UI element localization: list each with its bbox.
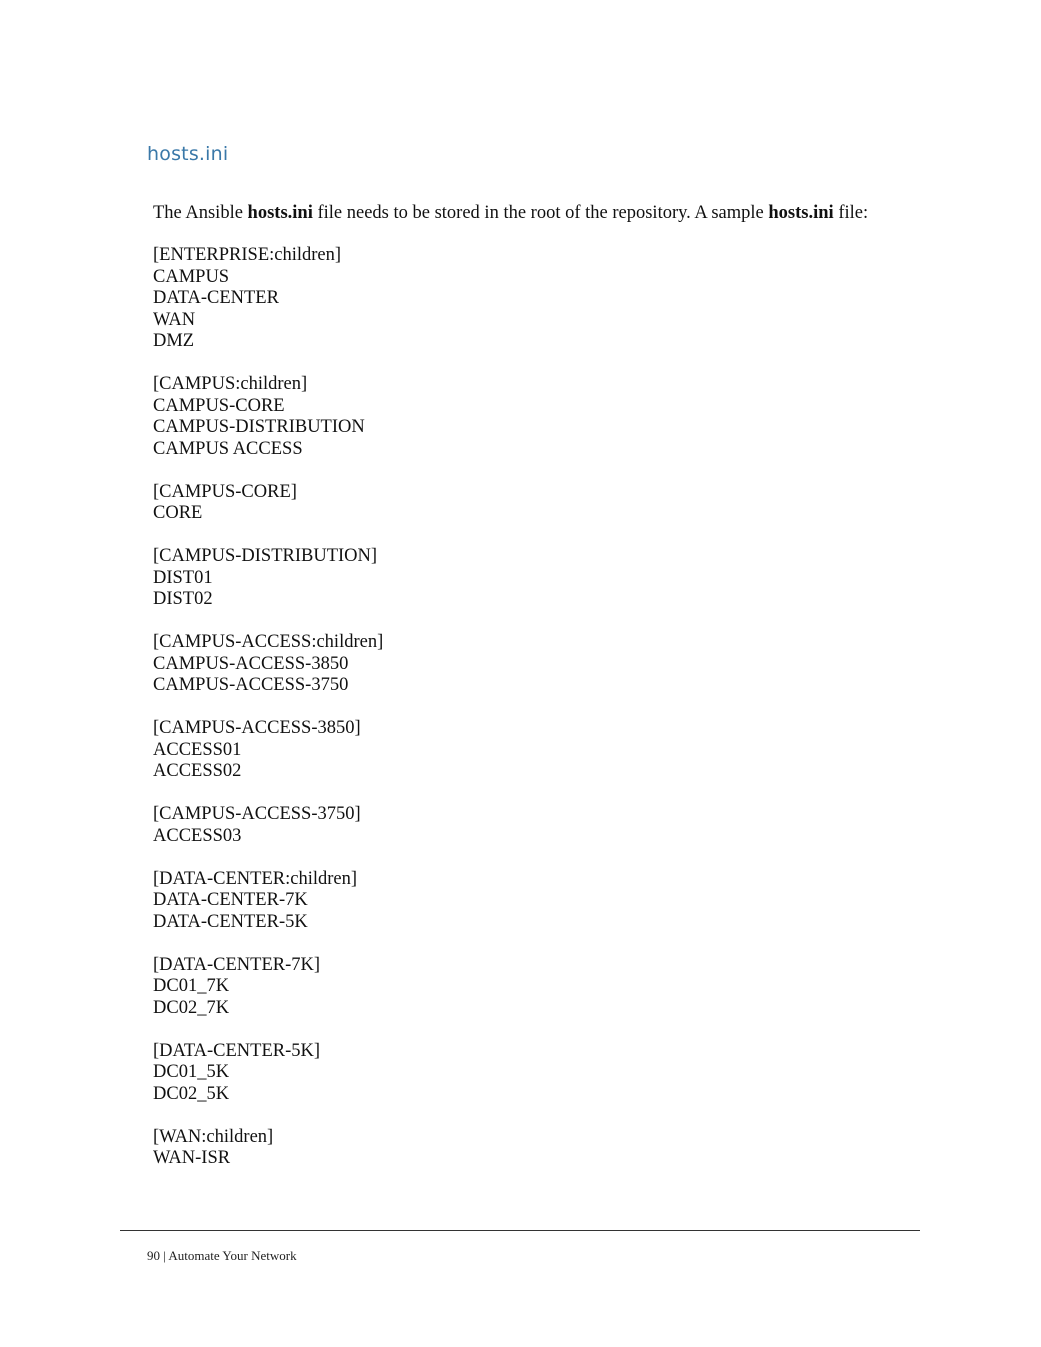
intro-paragraph <box>153 201 868 225</box>
page-footer: 90 | Automate Your Network <box>147 1248 297 1263</box>
section-heading: hosts.ini <box>147 143 229 165</box>
intro-filename-2: hosts.ini <box>768 203 834 223</box>
intro-text-1: The Ansible <box>153 203 248 223</box>
footer-divider <box>120 1230 920 1231</box>
intro-filename-1: hosts.ini <box>247 203 313 223</box>
intro-text-2: file needs to be stored in the root of the repository. A sample <box>312 203 769 223</box>
intro-text-3: file: <box>833 203 869 223</box>
hosts-ini-sample: [ENTERPRISE:children] CAMPUS DATA-CENTER WAN DMZ [CAMPUS:children] CAMPUS-CORE CAMPUS-DISTRIBUTION CAMPUS ACCESS [CAMPUS-CORE] CORE [CAMPUS-DISTRIBUTION] DIST01 DIST02 [CAMPUS-ACCESS:children] CAMPUS-ACCESS-3850 CAMPUS-ACCESS-3750 [CAMPUS-ACCESS-3850] ACCESS01 ACCESS02 [CAMPUS-ACCESS-3750] ACCESS03 [DATA-CENTER:children] DATA-CENTER-7K DATA-CENTER-5K [DATA-CENTER-7K] DC01_7K DC02_7K [DATA-CENTER-5K] DC01_5K DC02_5K [WAN:children] WAN-ISR <box>153 245 384 1168</box>
